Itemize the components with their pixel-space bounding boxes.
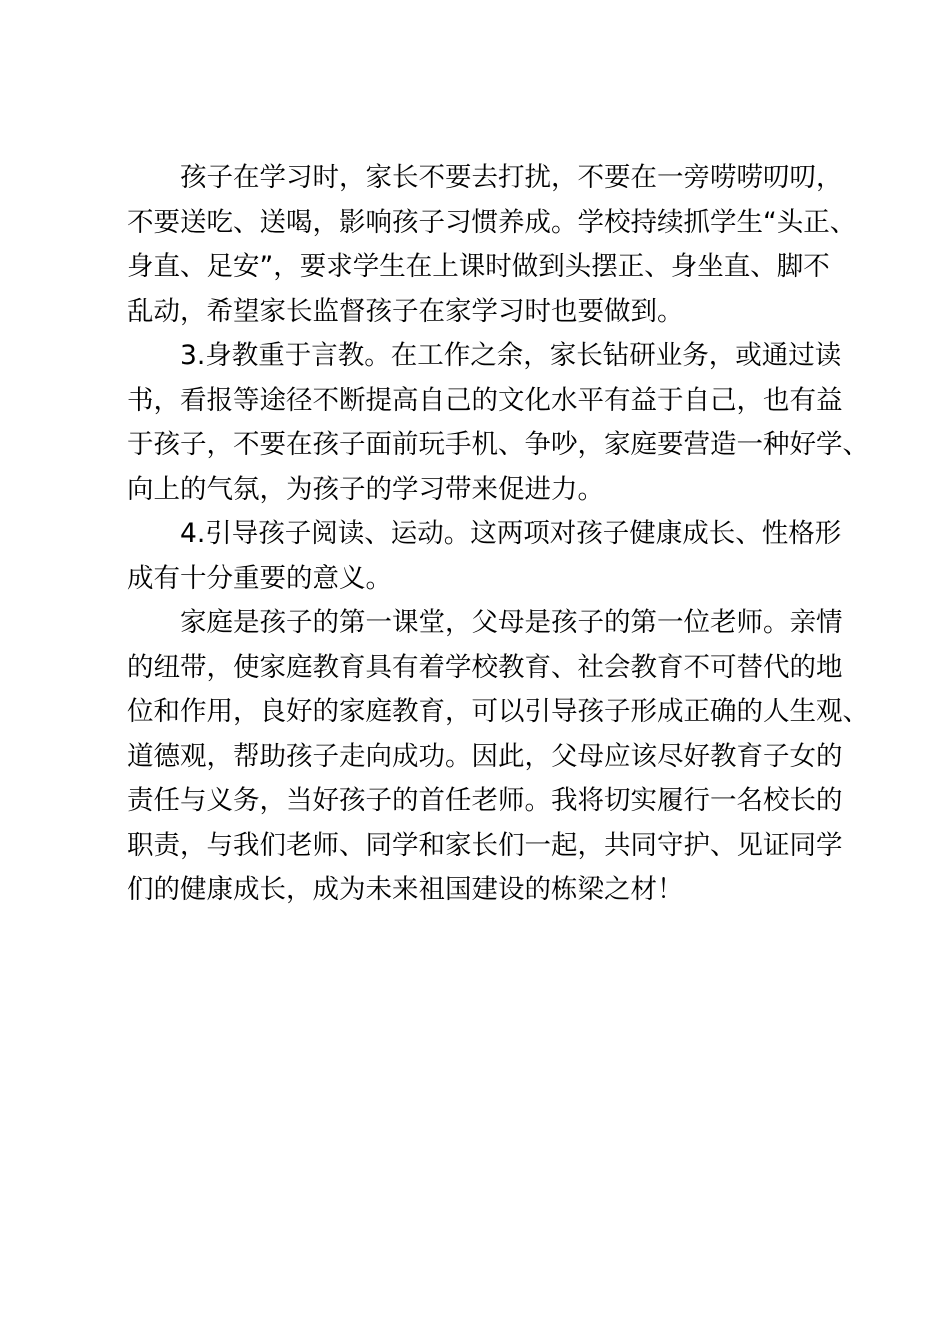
text-line: 责任与义务，当好孩子的首任老师。我将切实履行一名校长的 [127, 785, 843, 816]
text-line: 家庭是孩子的第一课堂，父母是孩子的第一位老师。亲情 [180, 607, 843, 638]
text-line: 身直、足安”，要求学生在上课时做到头摆正、身坐直、脚不 [127, 251, 830, 282]
text-line: 孩子在学习时，家长不要去打扰，不要在一旁唠唠叨叨， [180, 162, 843, 193]
text-line: 4.引导孩子阅读、运动。这两项对孩子健康成长、性格形 [180, 518, 842, 549]
text-line: 3.身教重于言教。在工作之余，家长钻研业务，或通过读 [180, 340, 842, 371]
paragraph-study-habits [127, 156, 857, 334]
text-line: 成有十分重要的意义。 [127, 562, 392, 594]
document-body [127, 156, 869, 913]
paragraph-lead-by-example [127, 334, 869, 512]
text-line: 不要送吃、送喝，影响孩子习惯养成。学校持续抓学生“头正、 [127, 206, 857, 238]
text-line: 道德观，帮助孩子走向成功。因此，父母应该尽好教育子女的 [127, 740, 843, 772]
text-line: 位和作用，良好的家庭教育，可以引导孩子形成正确的人生观、 [127, 696, 869, 727]
paragraph-reading-exercise [127, 512, 851, 601]
text-line: 向上的气氛，为孩子的学习带来促进力。 [127, 473, 604, 505]
paragraph-conclusion [127, 601, 869, 913]
text-line: 的纽带，使家庭教育具有着学校教育、社会教育不可替代的地 [127, 651, 843, 683]
text-line: 们的健康成长，成为未来祖国建设的栋梁之材！ [127, 874, 684, 905]
text-line: 乱动，希望家长监督孩子在家学习时也要做到。 [127, 295, 684, 327]
text-line: 于孩子，不要在孩子面前玩手机、争吵，家庭要营造一种好学、 [127, 429, 869, 460]
text-line: 书，看报等途径不断提高自己的文化水平有益于自己，也有益 [127, 384, 843, 416]
text-line: 职责，与我们老师、同学和家长们一起，共同守护、见证同学 [127, 829, 843, 861]
